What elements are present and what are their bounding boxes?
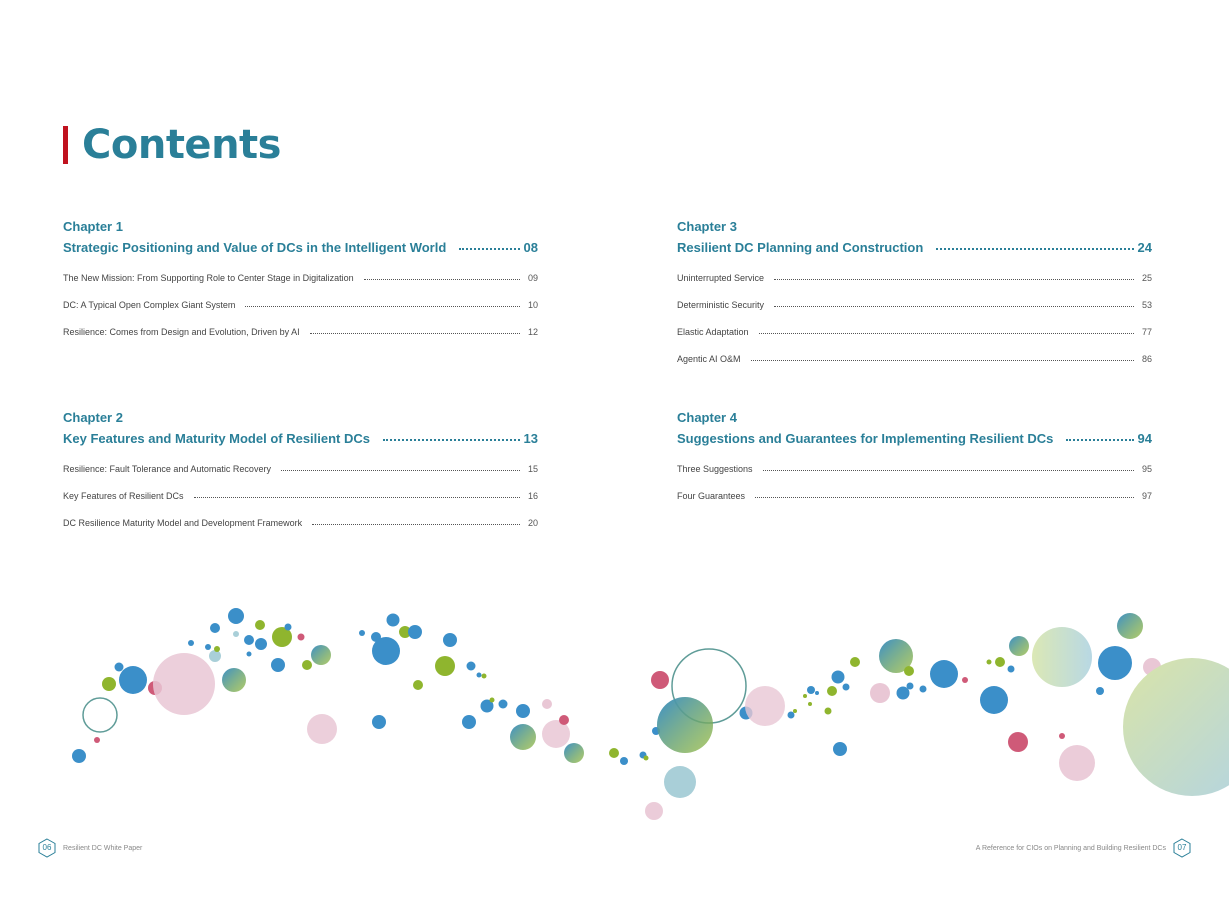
toc-entry-title[interactable]: Resilience: Comes from Design and Evolution, Driven by AI [63, 326, 300, 337]
leader-dots [383, 439, 520, 441]
decorative-bubbles [0, 590, 1229, 830]
leader-dots [936, 248, 1133, 250]
toc-entry[interactable] [677, 455, 1152, 482]
chapter-4-label: Chapter 4 [677, 410, 737, 425]
toc-entry[interactable] [63, 455, 538, 482]
leader-dots [755, 497, 1134, 498]
toc-entry-title[interactable]: Resilience: Fault Tolerance and Automatic Recovery [63, 463, 271, 474]
toc-entry-page: 09 [528, 272, 539, 283]
toc-entry-page: 97 [1142, 490, 1153, 501]
chapter-4-entry[interactable] [677, 429, 1152, 447]
toc-entry-title[interactable]: Elastic Adaptation [677, 326, 749, 337]
toc-entry[interactable] [63, 291, 538, 318]
chapter-4-title[interactable]: Suggestions and Guarantees for Implementing Resilient DCs [677, 430, 1054, 446]
footer-right-text: A Reference for CIOs on Planning and Building Resilient DCs [975, 844, 1166, 852]
toc-entry-page: 12 [528, 326, 539, 337]
toc-entry-page: 15 [528, 463, 539, 474]
chapter-1-page: 08 [523, 239, 538, 255]
toc-entry-title[interactable]: Agentic AI O&M [677, 353, 741, 364]
toc-entry-title[interactable]: DC Resilience Maturity Model and Development Framework [63, 517, 303, 528]
chapter-4-block [677, 409, 1152, 509]
chapter-3-label: Chapter 3 [677, 219, 737, 234]
chapter-2-entry[interactable] [63, 429, 538, 447]
leader-dots [364, 279, 520, 280]
leader-dots [245, 306, 520, 307]
toc-entry[interactable] [677, 264, 1152, 291]
chapter-3-title[interactable]: Resilient DC Planning and Construction [677, 239, 924, 255]
leader-dots [310, 333, 520, 334]
leader-dots [459, 248, 519, 250]
footer-left [37, 838, 142, 858]
page-number-right: 07 [1177, 843, 1187, 852]
chapter-4-page: 94 [1137, 430, 1152, 446]
chapter-2-block [63, 409, 538, 536]
page-title: Contents [82, 122, 281, 168]
toc-entry-page: 53 [1142, 299, 1153, 310]
toc-entry-page: 20 [528, 517, 539, 528]
page-number-left: 06 [42, 843, 52, 852]
chapter-2-title[interactable]: Key Features and Maturity Model of Resilient DCs [63, 430, 371, 446]
page-number-badge-right [1172, 838, 1192, 858]
toc-entry-title[interactable]: DC: A Typical Open Complex Giant System [63, 299, 236, 310]
footer-left-text: Resilient DC White Paper [63, 844, 143, 852]
toc-entry[interactable] [677, 318, 1152, 345]
toc-entry-title[interactable]: Uninterrupted Service [677, 272, 765, 283]
toc-entry[interactable] [677, 291, 1152, 318]
toc-entry[interactable] [677, 482, 1152, 509]
leader-dots [774, 279, 1134, 280]
chapter-1-block [63, 218, 538, 345]
toc-entry-page: 10 [528, 299, 539, 310]
leader-dots [763, 470, 1134, 471]
leader-dots [194, 497, 520, 498]
leader-dots [751, 360, 1134, 361]
leader-dots [312, 524, 520, 525]
toc-entry-page: 16 [528, 490, 539, 501]
toc-entry[interactable] [677, 345, 1152, 372]
leader-dots [774, 306, 1134, 307]
leader-dots [1066, 439, 1133, 441]
toc-entry-title[interactable]: Key Features of Resilient DCs [63, 490, 184, 501]
page-number-badge-left [37, 838, 57, 858]
chapter-1-title[interactable]: Strategic Positioning and Value of DCs in the Intelligent World [63, 239, 447, 255]
leader-dots [759, 333, 1134, 334]
chapter-1-label: Chapter 1 [63, 219, 123, 234]
toc-entry-page: 25 [1142, 272, 1153, 283]
title-accent-bar [63, 126, 68, 164]
toc-entry[interactable] [63, 318, 538, 345]
chapter-2-label: Chapter 2 [63, 410, 123, 425]
toc-entry[interactable] [63, 509, 538, 536]
chapter-1-entry[interactable] [63, 238, 538, 256]
toc-entry[interactable] [63, 482, 538, 509]
toc-entry-page: 86 [1142, 353, 1153, 364]
toc-entry[interactable] [63, 264, 538, 291]
toc-entry-title[interactable]: Deterministic Security [677, 299, 765, 310]
chapter-3-block [677, 218, 1152, 372]
toc-entry-title[interactable]: The New Mission: From Supporting Role to Center Stage in Digitalization [63, 272, 354, 283]
toc-entry-title[interactable]: Three Suggestions [677, 463, 753, 474]
toc-entry-title[interactable]: Four Guarantees [677, 490, 746, 501]
chapter-3-entry[interactable] [677, 238, 1152, 256]
chapter-2-page: 13 [523, 430, 538, 446]
leader-dots [281, 470, 520, 471]
toc-entry-page: 95 [1142, 463, 1153, 474]
footer-right [976, 838, 1192, 858]
chapter-3-page: 24 [1137, 239, 1152, 255]
toc-entry-page: 77 [1142, 326, 1153, 337]
